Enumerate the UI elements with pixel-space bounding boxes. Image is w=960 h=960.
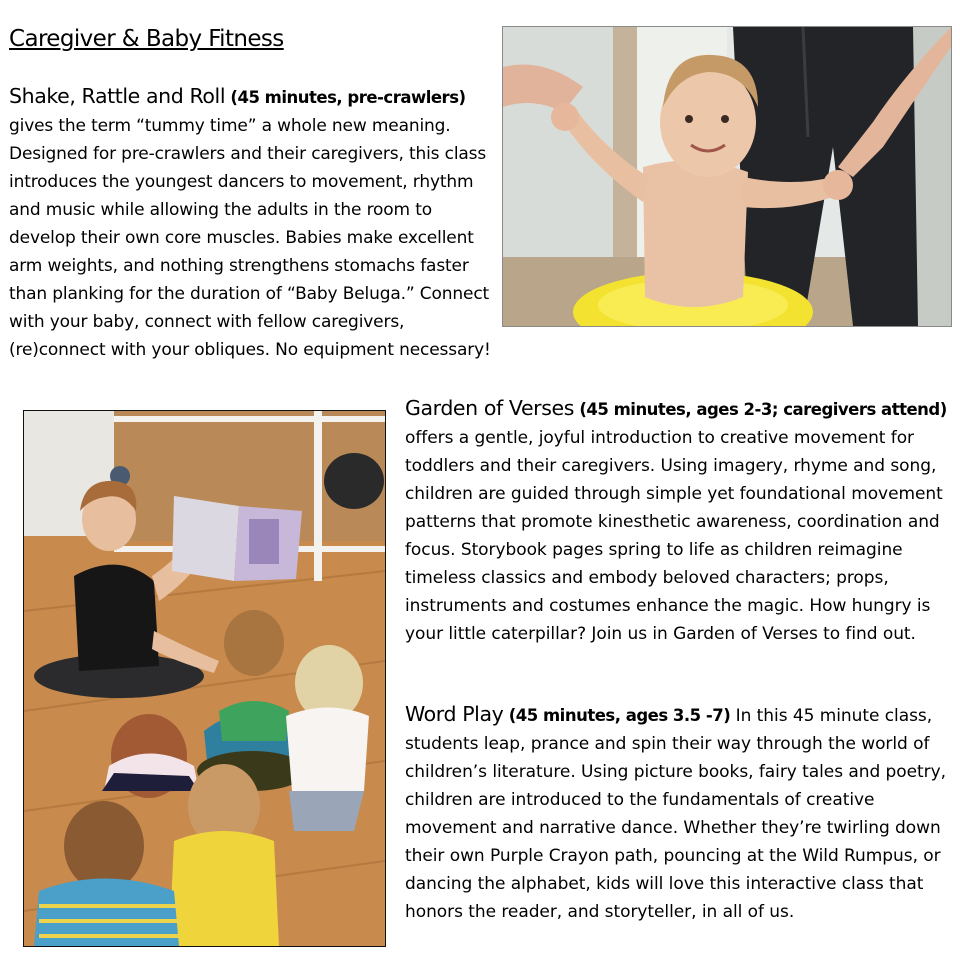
baby-photo [502,26,952,327]
class-name: Shake, Rattle and Roll [9,84,226,108]
class-details: (45 minutes, ages 3.5 -7) [508,706,731,725]
class-shake-rattle-roll [9,82,493,364]
class-description: offers a gentle, joyful introduction to creative movement for toddlers and their caregivers. Using imagery, rhyme and song, children are guided through simple yet foundational movement patterns that promote kinesthetic awareness, coordination and focus. Storybook pages spring to life as children reimagine timeless classics and embody beloved characters; props, instruments and costumes enhance the magic. How hungry is your little caterpillar? Join us in Garden of Verses to find out. [405,428,943,644]
class-description: In this 45 minute class, students leap, prance and spin their way through the world of children’s literature. Using picture books, fairy tales and poetry, children are introduced to the fundamentals of creative movement and narrative dance. Whether they’re twirling down their own Purple Crayon path, pouncing at the Wild Rumpus, or dancing the alphabet, kids will love this interactive class that honors the reader, and storyteller, in all of us. [405,706,946,922]
class-name: Word Play [405,702,504,726]
class-description: gives the term “tummy time” a whole new meaning. Designed for pre-crawlers and their caregivers, this class introduces the youngest dancers to movement, rhythm and music while allowing the adults in the room to develop their own core muscles. Babies make excellent arm weights, and nothing strengthens stomachs faster than planking for the duration of “Baby Beluga.” Connect with your baby, connect with fellow caregivers, (re)connect with your obliques. No equipment necessary! [9,116,491,360]
class-garden-of-verses [405,394,953,648]
class-name: Garden of Verses [405,396,574,420]
class-word-play [405,700,953,926]
class-details: (45 minutes, ages 2-3; caregivers attend) [579,400,947,419]
story-time-photo [23,410,386,947]
page-title: Caregiver & Baby Fitness [9,26,284,52]
class-details: (45 minutes, pre-crawlers) [230,88,466,107]
